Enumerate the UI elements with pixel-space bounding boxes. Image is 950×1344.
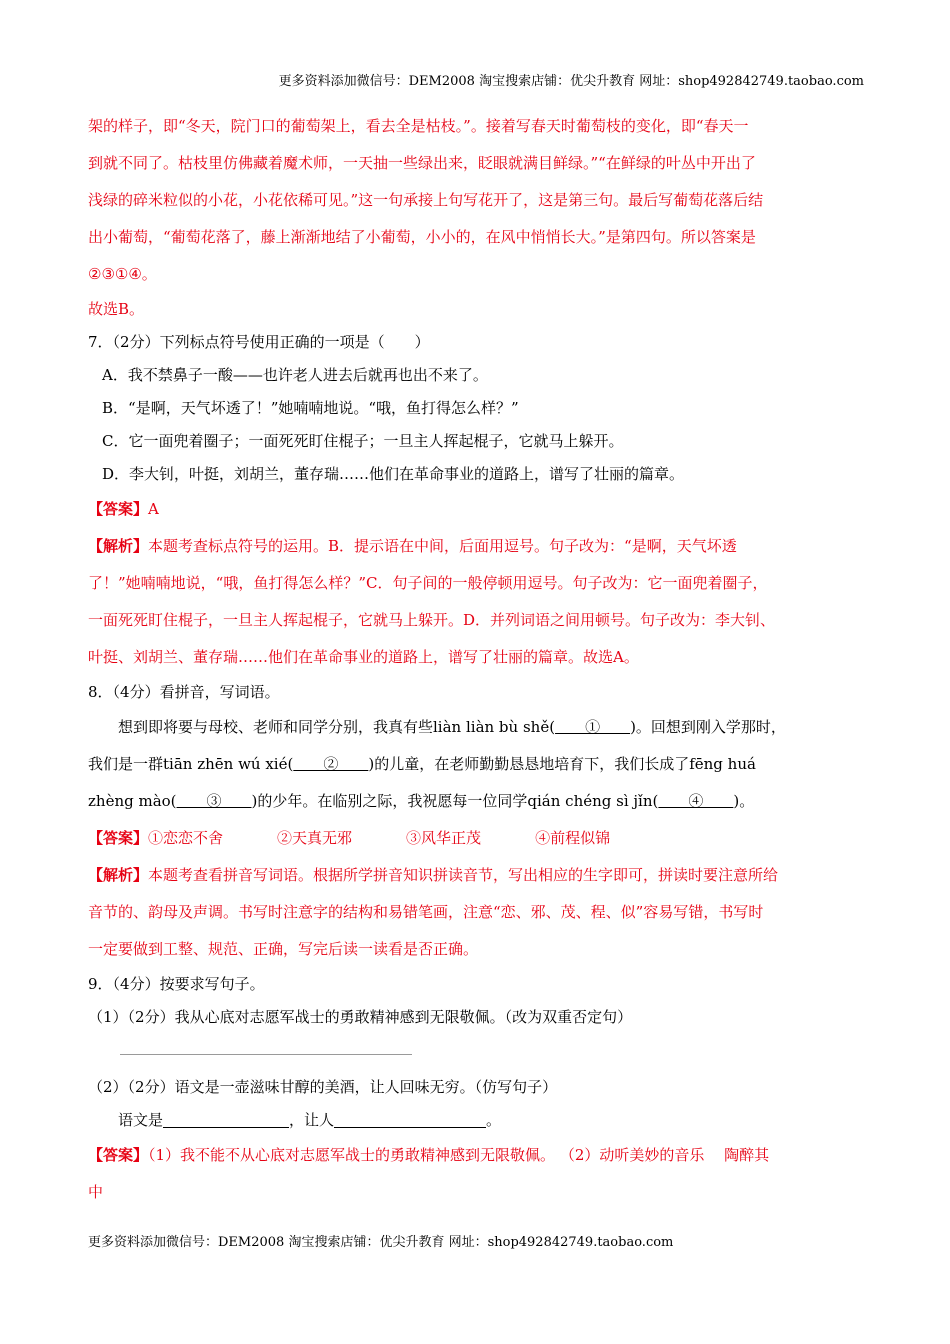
q9-sub-2: （2）（2分）语文是一壶滋味甘醇的美酒，让人回味无穷。（仿写句子） xyxy=(88,1078,558,1096)
q8-passage-line-3 xyxy=(88,783,862,820)
document-body xyxy=(88,108,862,1211)
q8-analysis-line-1 xyxy=(88,857,862,894)
q8-blank-2: ② xyxy=(293,755,369,773)
q6-analysis-line-4: 出小葡萄，“葡萄花落了，藤上渐渐地结了小葡萄，小小的，在风中悄悄长大。”是第四句。所以答案是 xyxy=(88,228,756,246)
page-header: 更多资料添加微信号：DEM2008 淘宝搜索店铺：优尖升教育 网址：shop492842749.taobao.com xyxy=(278,74,864,89)
q9-fill-blank-2[interactable] xyxy=(334,1109,486,1128)
q9-fill-a: 语文是 xyxy=(118,1111,164,1129)
q8-blank-4: ④ xyxy=(658,792,734,810)
page-footer: 更多资料添加微信号：DEM2008 淘宝搜索店铺：优尖升教育 网址：shop492842749.taobao.com xyxy=(88,1235,674,1250)
q7-analysis-text-1: 本题考查标点符号的运用。B．提示语在中间，后面用逗号。句子改为：“是啊，天气坏透 xyxy=(148,537,737,555)
q7-analysis-line-4: 叶挺、刘胡兰、董存瑞……他们在革命事业的道路上，谱写了壮丽的篇章。故选A。 xyxy=(88,648,639,666)
q9-answer-text-1: （1）我不能不从心底对志愿军战士的勇敢精神感到无限敬佩。 （2）动听美妙的音乐 陶醉其 xyxy=(148,1146,770,1164)
q7-analysis-line-3: 一面死死盯住棍子，一旦主人挥起棍子，它就马上躲开。D．并列词语之间用顿号。句子改为：李大钊、 xyxy=(88,611,776,629)
q8-passage-line-2 xyxy=(88,746,862,783)
q7-answer xyxy=(88,491,862,528)
q6-analysis-line-2: 到就不同了。枯枝里仿佛藏着魔术师，一天抽一些绿出来，眨眼就满目鲜绿。”“在鲜绿的叶丛中开出了 xyxy=(88,154,756,172)
q7-option-c: C．它一面兜着圈子；一面死死盯住棍子；一旦主人挥起棍子，它就马上躲开。 xyxy=(102,432,624,450)
answer-tag: 【答案】 xyxy=(88,829,149,847)
q8-passage-line-1 xyxy=(88,709,862,746)
answer-tag: 【答案】 xyxy=(88,500,149,518)
q9-fill-blank-1[interactable] xyxy=(163,1109,289,1128)
q9-sub-1: （1）（2分）我从心底对志愿军战士的勇敢精神感到无限敬佩。（改为双重否定句） xyxy=(88,1008,633,1026)
q8-analysis-text-1: 本题考查看拼音写词语。根据所学拼音知识拼读音节，写出相应的生字即可，拼读时要注意所给 xyxy=(148,866,779,884)
q8-blank-1: ① xyxy=(555,718,631,736)
analysis-tag: 【解析】 xyxy=(88,866,149,884)
q7-option-d: D．李大钊，叶挺，刘胡兰，董存瑞……他们在革命事业的道路上，谱写了壮丽的篇章。 xyxy=(102,465,685,483)
q8-text-3a: zhèng mào( xyxy=(88,792,177,810)
answer-tag: 【答案】 xyxy=(88,1146,149,1164)
q8-answer-1: ①恋恋不舍 xyxy=(148,829,224,847)
q6-analysis-line-3: 浅绿的碎米粒似的小花，小花依稀可见。”这一句承接上句写花开了，这是第三句。最后写葡萄花落后结 xyxy=(88,191,764,209)
q7-analysis-line-2: 了！”她喃喃地说，“哦，鱼打得怎么样？”C．句子间的一般停顿用逗号。句子改为：它一面兜着圈子， xyxy=(88,574,768,592)
q7-answer-value: A xyxy=(148,500,159,518)
q8-stem: 8．（4分）看拼音，写词语。 xyxy=(88,683,280,701)
q9-answer-line-1 xyxy=(88,1137,862,1174)
q9-fill-c: 。 xyxy=(486,1111,502,1129)
q6-analysis-line-1: 架的样子，即“冬天，院门口的葡萄架上，看去全是枯枝。”。接着写春天时葡萄枝的变化，即“春天一 xyxy=(88,117,749,135)
q8-analysis-line-2: 音节的、韵母及声调。书写时注意字的结构和易错笔画，注意“恋、邪、茂、程、似”容易写错，书写时 xyxy=(88,903,764,921)
q9-stem: 9．（4分）按要求写句子。 xyxy=(88,975,265,993)
q8-answer-3: ③风华正茂 xyxy=(406,829,482,847)
q7-option-a: A．我不禁鼻子一酸——也许老人进去后就再也出不来了。 xyxy=(102,366,488,384)
analysis-tag: 【解析】 xyxy=(88,537,149,555)
q6-analysis-line-5: ②③①④。 xyxy=(88,265,157,283)
q7-option-b: B．“是啊，天气坏透了！”她喃喃地说。“哦，鱼打得怎么样？” xyxy=(102,399,519,417)
q9-fill-line xyxy=(88,1104,862,1137)
q8-text-1b: )。回想到刚入学那时， xyxy=(630,718,786,736)
q8-answer-2: ②天真无邪 xyxy=(277,829,353,847)
q8-answer xyxy=(88,820,862,857)
q8-analysis-line-3: 一定要做到工整、规范、正确，写完后读一读看是否正确。 xyxy=(88,940,479,958)
q8-text-2a: 我们是一群tiān zhēn wú xié( xyxy=(88,755,294,773)
q8-text-3b: )的少年。在临别之际，我祝愿每一位同学qián chéng sì jǐn( xyxy=(251,792,659,810)
q8-text-3c: )。 xyxy=(733,792,755,810)
q7-analysis-line-1 xyxy=(88,528,862,565)
q8-text-2b: )的儿童，在老师勤勤恳恳地培育下，我们长成了fēng huá xyxy=(368,755,756,773)
q8-blank-3: ③ xyxy=(176,792,252,810)
q9-answer-blank-line[interactable] xyxy=(120,1054,412,1055)
q7-stem: 7．（2分）下列标点符号使用正确的一项是（ ） xyxy=(88,333,430,351)
q8-answer-4: ④前程似锦 xyxy=(535,829,611,847)
q8-text-1a: 想到即将要与母校、老师和同学分别，我真有些liàn liàn bù shě( xyxy=(118,718,556,736)
q9-answer-line-2: 中 xyxy=(88,1183,104,1201)
q6-conclusion: 故选B。 xyxy=(88,300,145,318)
q9-fill-b: ，让人 xyxy=(289,1111,335,1129)
